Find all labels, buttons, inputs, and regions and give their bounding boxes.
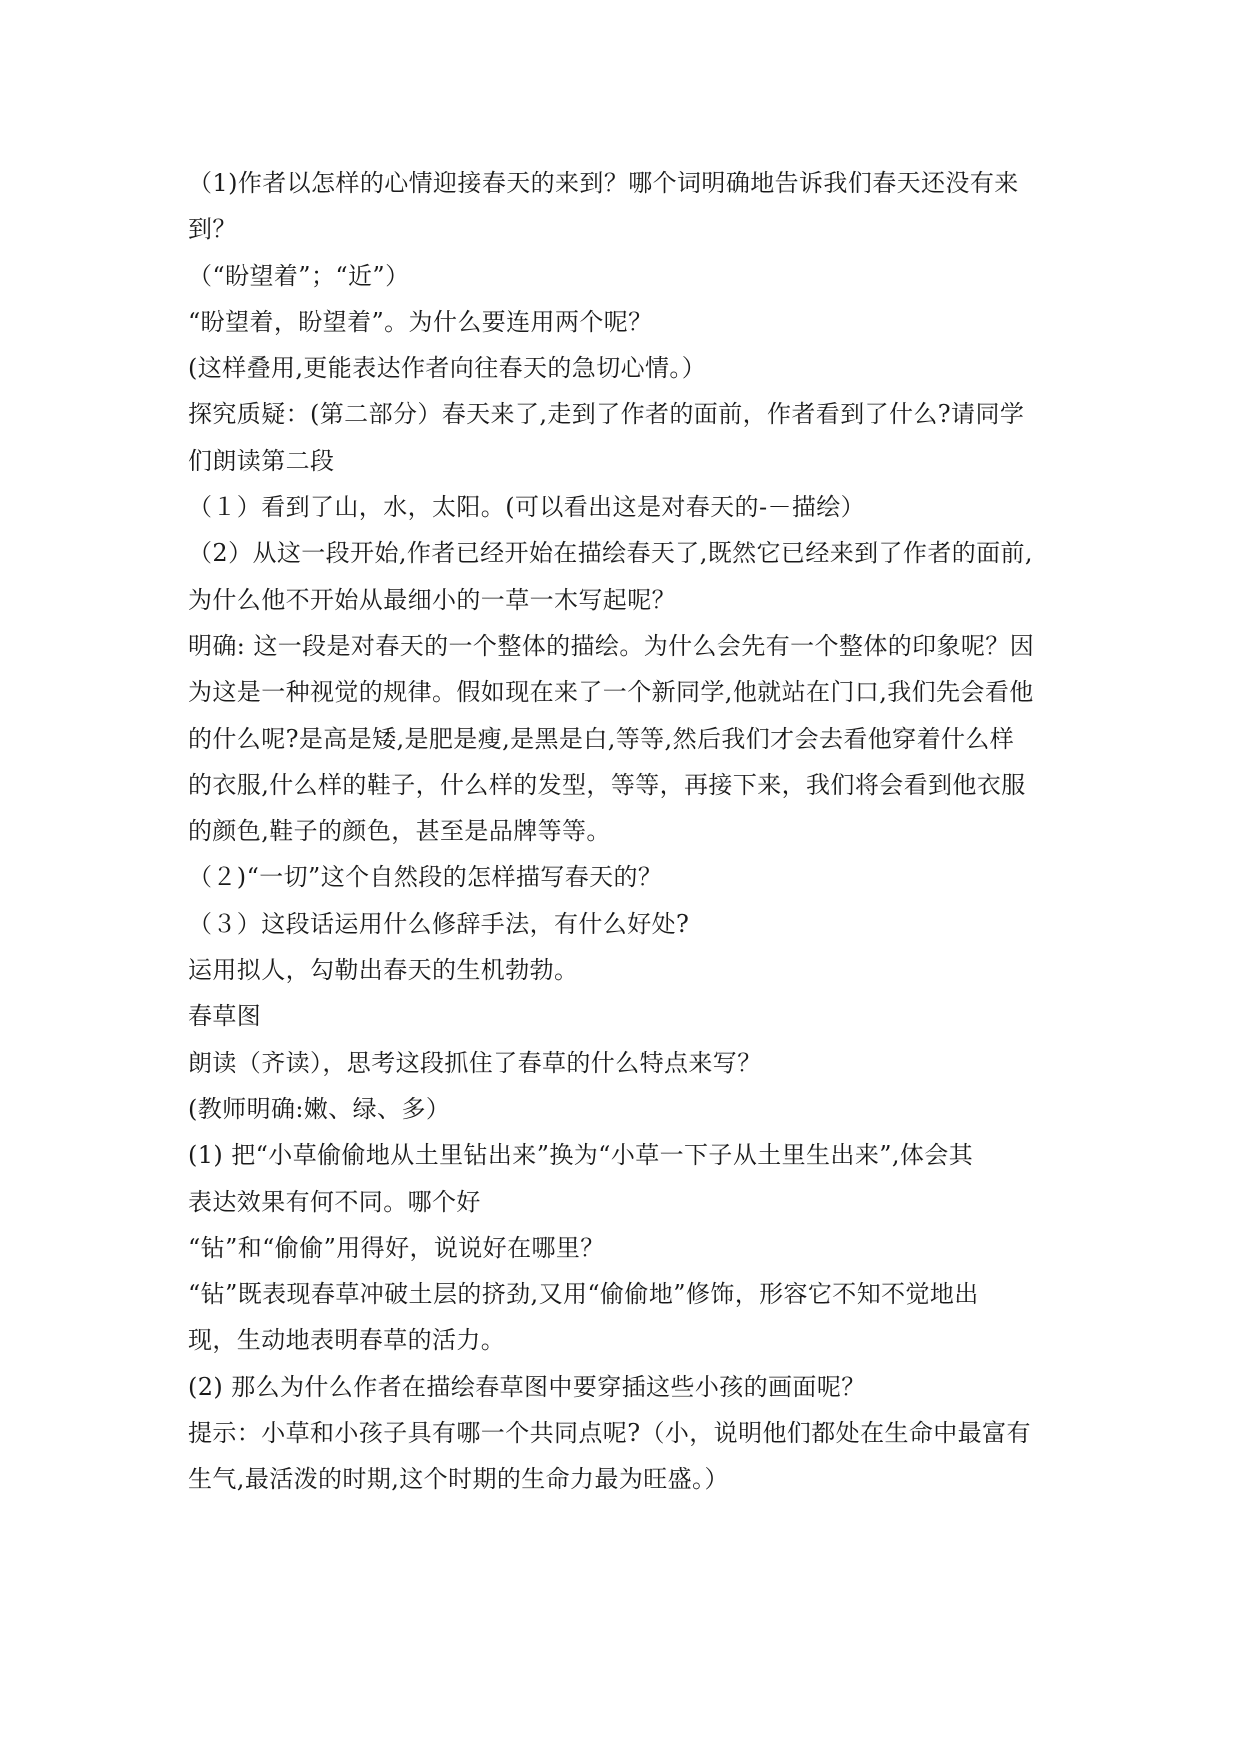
text-line-12: 为这是一种视觉的规律。假如现在来了一个新同学,他就站在门口,我们先会看他 [188, 678, 1034, 707]
text-line-3: （“盼望着”；“近”） [188, 261, 410, 290]
text-line-2: 到？ [188, 215, 237, 244]
text-line-11: 明确: 这一段是对春天的一个整体的描绘。为什么会先有一个整体的印象呢？因 [188, 631, 1035, 660]
text-line-16: （２)“一切”这个自然段的怎样描写春天的？ [188, 863, 663, 892]
text-line-8: （１）看到了山，水，太阳。(可以看出这是对春天的-－描绘） [188, 493, 866, 522]
text-line-23: 表达效果有何不同。哪个好 [188, 1187, 481, 1216]
document-body [188, 160, 1058, 1503]
text-line-27: (2) 那么为什么作者在描绘春草图中要穿插这些小孩的画面呢？ [188, 1372, 866, 1401]
text-line-28: 提示：小草和小孩子具有哪一个共同点呢?（小，说明他们都处在生命中最富有 [188, 1419, 1031, 1448]
text-line-26: 现，生动地表明春草的活力。 [188, 1326, 506, 1355]
text-line-10: 为什么他不开始从最细小的一草一木写起呢？ [188, 585, 676, 614]
text-line-24: “钻”和“偷偷”用得好，说说好在哪里？ [188, 1233, 605, 1262]
text-line-18: 运用拟人，勾勒出春天的生机勃勃。 [188, 956, 579, 985]
text-line-15: 的颜色,鞋子的颜色，甚至是品牌等等。 [188, 817, 611, 846]
text-line-22: (1) 把“小草偷偷地从土里钻出来”换为“小草一下子从土里生出来”,体会其 [188, 1141, 974, 1170]
text-line-13: 的什么呢?是高是矮,是肥是瘦,是黑是白,等等,然后我们才会去看他穿着什么样 [188, 724, 1015, 753]
text-line-7: 们朗读第二段 [188, 446, 335, 475]
text-line-29: 生气,最活泼的时期,这个时期的生命力最为旺盛。） [188, 1465, 729, 1494]
text-line-21: (教师明确:嫩、绿、多） [188, 1094, 451, 1123]
text-line-25: “钻”既表现春草冲破土层的挤劲,又用“偷偷地”修饰，形容它不知不觉地出 [188, 1280, 979, 1309]
section-heading-chuncaotu: 春草图 [188, 1002, 262, 1031]
text-line-4: “盼望着，盼望着”。为什么要连用两个呢？ [188, 307, 653, 336]
text-line-17: （３）这段话运用什么修辞手法，有什么好处? [188, 909, 690, 938]
text-line-14: 的衣服,什么样的鞋子，什么样的发型，等等，再接下来，我们将会看到他衣服 [188, 770, 1026, 799]
text-line-5: (这样叠用,更能表达作者向往春天的急切心情。） [188, 354, 707, 383]
text-line-20: 朗读（齐读），思考这段抓住了春草的什么特点来写？ [188, 1048, 762, 1077]
text-line-9: （2）从这一段开始,作者已经开始在描绘春天了,既然它已经来到了作者的面前, [188, 539, 1033, 568]
text-line-1: （1)作者以怎样的心情迎接春天的来到？哪个词明确地告诉我们春天还没有来 [188, 169, 1019, 197]
text-line-6: 探究质疑：(第二部分）春天来了,走到了作者的面前，作者看到了什么?请同学 [188, 400, 1025, 429]
